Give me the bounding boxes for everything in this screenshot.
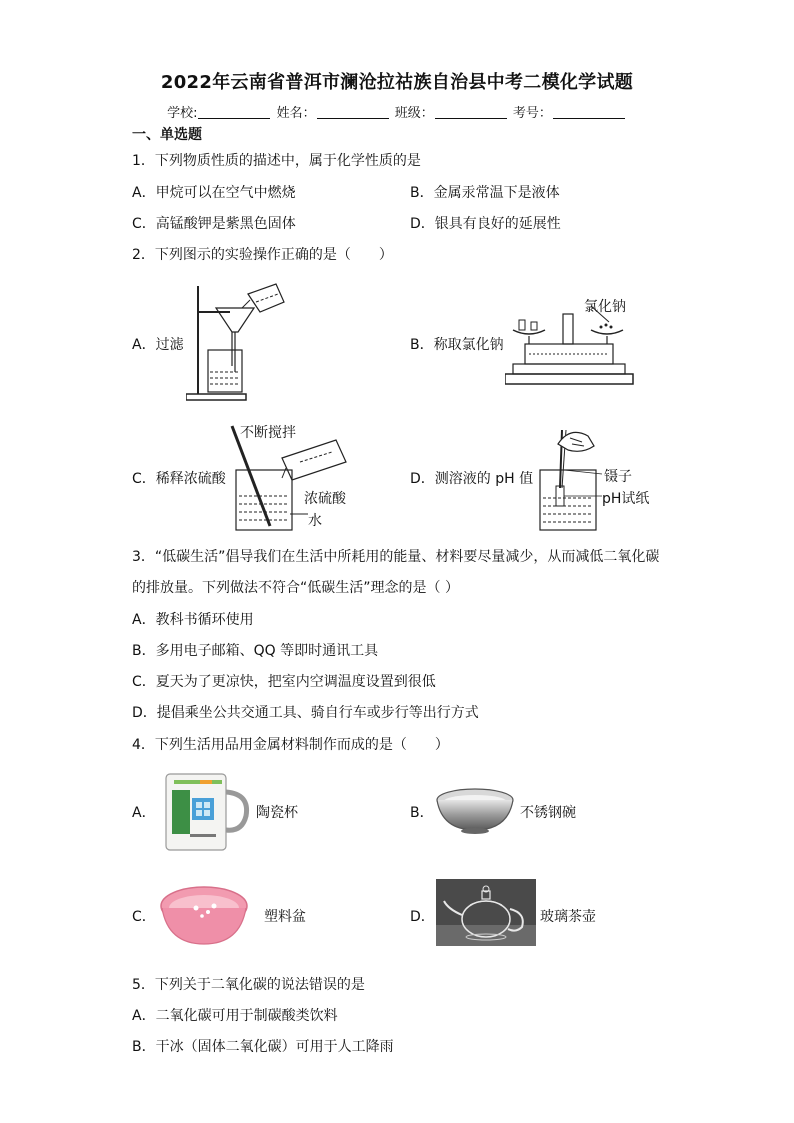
q2-option-c[interactable]: C．稀释浓硫酸 xyxy=(132,471,226,487)
steel-bowl-image xyxy=(434,786,516,836)
q2-stem: 2．下列图示的实验操作正确的是（ ） xyxy=(132,247,393,263)
q4-option-a[interactable]: A． xyxy=(132,805,156,821)
q4-option-c[interactable]: C． xyxy=(132,909,156,925)
q2-option-b[interactable]: B．称取氯化钠 xyxy=(410,337,504,353)
glass-teapot-image xyxy=(436,879,536,946)
q5-option-b[interactable]: B．干冰（固体二氧化碳）可用于人工降雨 xyxy=(132,1039,394,1055)
plastic-basin-label: 塑料盆 xyxy=(264,909,306,925)
ph-test-figure xyxy=(536,424,606,534)
q1-option-c[interactable]: C．高锰酸钾是紫黑色固体 xyxy=(132,216,296,232)
plastic-basin-image xyxy=(158,882,250,948)
school-label: 学校: xyxy=(167,106,198,121)
student-info-line xyxy=(0,102,794,121)
water-label: 水 xyxy=(308,513,322,529)
q1-option-d[interactable]: D．银具有良好的延展性 xyxy=(410,216,561,232)
q5-stem: 5．下列关于二氧化碳的说法错误的是 xyxy=(132,977,365,993)
glass-teapot-label: 玻璃茶壶 xyxy=(540,909,596,925)
exam-title: 2022年云南省普洱市澜沧拉祜族自治县中考二模化学试题 xyxy=(160,72,634,93)
q3-option-c[interactable]: C．夏天为了更凉快，把室内空调温度设置到很低 xyxy=(132,674,436,690)
q1-option-a[interactable]: A．甲烷可以在空气中燃烧 xyxy=(132,185,296,201)
q3-stem-line2: 的排放量。下列做法不符合“低碳生活”理念的是（ ） xyxy=(132,580,459,596)
filtration-figure xyxy=(186,280,286,402)
tweezer-label: 镊子 xyxy=(604,469,632,485)
number-label: 考号： xyxy=(512,106,552,121)
q5-option-a[interactable]: A．二氧化碳可用于制碳酸类饮料 xyxy=(132,1008,338,1024)
q2-option-a[interactable]: A．过滤 xyxy=(132,337,184,353)
sulfuric-acid-label: 浓硫酸 xyxy=(304,491,346,507)
q3-option-b[interactable]: B．多用电子邮箱、QQ 等即时通讯工具 xyxy=(132,643,379,659)
number-blank[interactable] xyxy=(553,106,625,119)
q1-option-b[interactable]: B．金属汞常温下是液体 xyxy=(410,185,560,201)
q4-option-d[interactable]: D． xyxy=(410,909,435,925)
name-label: 姓名： xyxy=(276,106,316,121)
ceramic-cup-image xyxy=(160,768,252,856)
name-blank[interactable] xyxy=(317,106,389,119)
q4-option-b[interactable]: B． xyxy=(410,805,434,821)
q3-stem-line1: 3．“低碳生活”倡导我们在生活中所耗用的能量、材料要尽量减少，从而减低二氧化碳 xyxy=(132,549,660,565)
q3-option-a[interactable]: A．教科书循环使用 xyxy=(132,612,254,628)
q4-stem: 4．下列生活用品用金属材料制作而成的是（ ） xyxy=(132,737,449,753)
stir-label: 不断搅拌 xyxy=(240,425,296,441)
steel-bowl-label: 不锈钢碗 xyxy=(520,805,576,821)
ph-paper-label: pH试纸 xyxy=(602,491,650,507)
section-heading: 一、单选题 xyxy=(132,127,202,143)
q3-option-d[interactable]: D．提倡乘坐公共交通工具、骑自行车或步行等出行方式 xyxy=(132,705,479,721)
q1-stem: 1．下列物质性质的描述中，属于化学性质的是 xyxy=(132,153,421,169)
class-label: 班级： xyxy=(394,106,434,121)
sodium-chloride-label: 氯化钠 xyxy=(584,299,626,315)
class-blank[interactable] xyxy=(435,106,507,119)
q2-option-d[interactable]: D．测溶液的 pH 值 xyxy=(410,471,534,487)
school-blank[interactable] xyxy=(198,106,270,119)
ceramic-cup-label: 陶瓷杯 xyxy=(256,805,298,821)
